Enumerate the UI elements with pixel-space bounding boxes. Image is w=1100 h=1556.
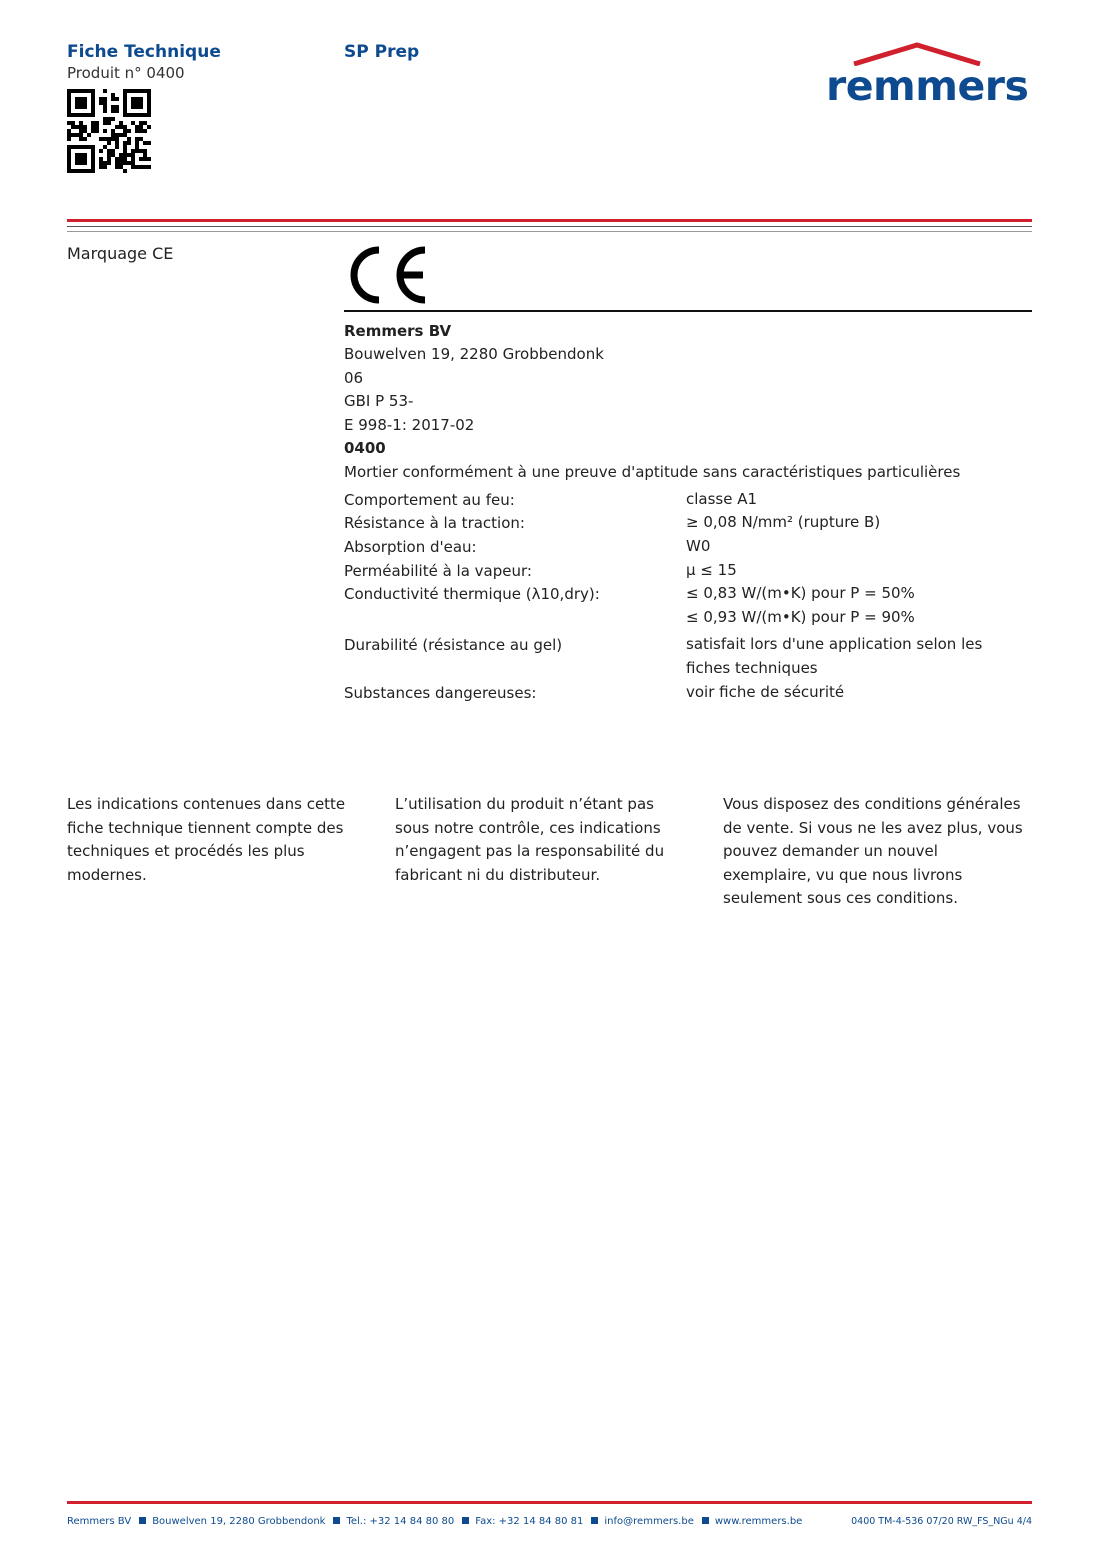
header-rule-red [67,219,1032,222]
property-label: Comportement au feu: [344,491,515,509]
product-name: SP Prep [344,42,420,62]
ce-code: 0400 [344,439,386,457]
square-bullet-icon [591,1517,598,1524]
property-label: Substances dangereuses: [344,684,537,702]
square-bullet-icon [462,1517,469,1524]
disclaimer-text: Les indications contenues dans cette fiche technique tiennent compte des techniques et procédés les plus modernes. [67,795,346,884]
ce-divider [344,310,1032,312]
ce-year: 06 [344,369,364,387]
property-label: Conductivité thermique (λ10,dry): [344,585,600,603]
footer-company: Remmers BV [67,1516,132,1527]
property-label: Résistance à la traction: [344,514,525,532]
property-value: ≥ 0,08 N/mm² (rupture B) [686,513,881,531]
ce-address: Bouwelven 19, 2280 Grobbendonk [344,345,604,363]
company-logo [826,42,1032,110]
property-value: ≤ 0,83 W/(m•K) pour P = 50% [686,584,915,602]
disclaimer-text: L’utilisation du produit n’étant pas sous notre contrôle, ces indications n’engagent pas la responsabilité du fabricant ni du distributeur. [395,795,665,884]
property-value: μ ≤ 15 [686,561,737,579]
property-label: Perméabilité à la vapeur: [344,562,532,580]
property-label: Durabilité (résistance au gel) [344,636,563,654]
square-bullet-icon [139,1517,146,1524]
footer-address: Bouwelven 19, 2280 Grobbendonk [152,1516,326,1527]
footer-fax: Fax: +32 14 84 80 81 [475,1516,584,1527]
square-bullet-icon [333,1517,340,1524]
footer-tel: Tel.: +32 14 84 80 80 [346,1516,455,1527]
qr-code-icon [67,89,151,173]
footer-reference: 0400 TM-4-536 07/20 RW_FS_NGu 4/4 [851,1516,1032,1527]
section-label: Marquage CE [67,244,174,263]
ce-doc-ref: GBI P 53- [344,392,414,410]
header-rule-grey-2 [67,231,1032,232]
property-value: W0 [686,537,711,555]
property-label: Absorption d'eau: [344,538,477,556]
square-bullet-icon [702,1517,709,1524]
ce-standard: E 998-1: 2017-02 [344,416,475,434]
footer-email[interactable]: info@remmers.be [604,1516,694,1527]
ce-mark-icon [343,244,429,306]
document-type: Fiche Technique [67,42,221,62]
property-value: classe A1 [686,490,758,508]
ce-company: Remmers BV [344,322,452,340]
disclaimer-text: Vous disposez des conditions générales de vente. Si vous ne les avez plus, vous pouvez demander un nouvel exemplaire, vu que nous livrons seulement sous ces conditions. [723,795,1023,907]
property-value: voir fiche de sécurité [686,683,845,701]
ce-description: Mortier conformément à une preuve d'aptitude sans caractéristiques particulières [344,463,961,481]
logo-text: remmers [826,62,1029,110]
footer-rule [67,1501,1032,1504]
header-rule-grey [67,226,1032,227]
product-number: Produit n° 0400 [67,64,185,82]
property-value-2: ≤ 0,93 W/(m•K) pour P = 90% [686,608,915,626]
footer [67,1516,1032,1527]
property-value: satisfait lors d'une application selon les fiches techniques [686,635,983,677]
footer-web[interactable]: www.remmers.be [714,1516,803,1527]
